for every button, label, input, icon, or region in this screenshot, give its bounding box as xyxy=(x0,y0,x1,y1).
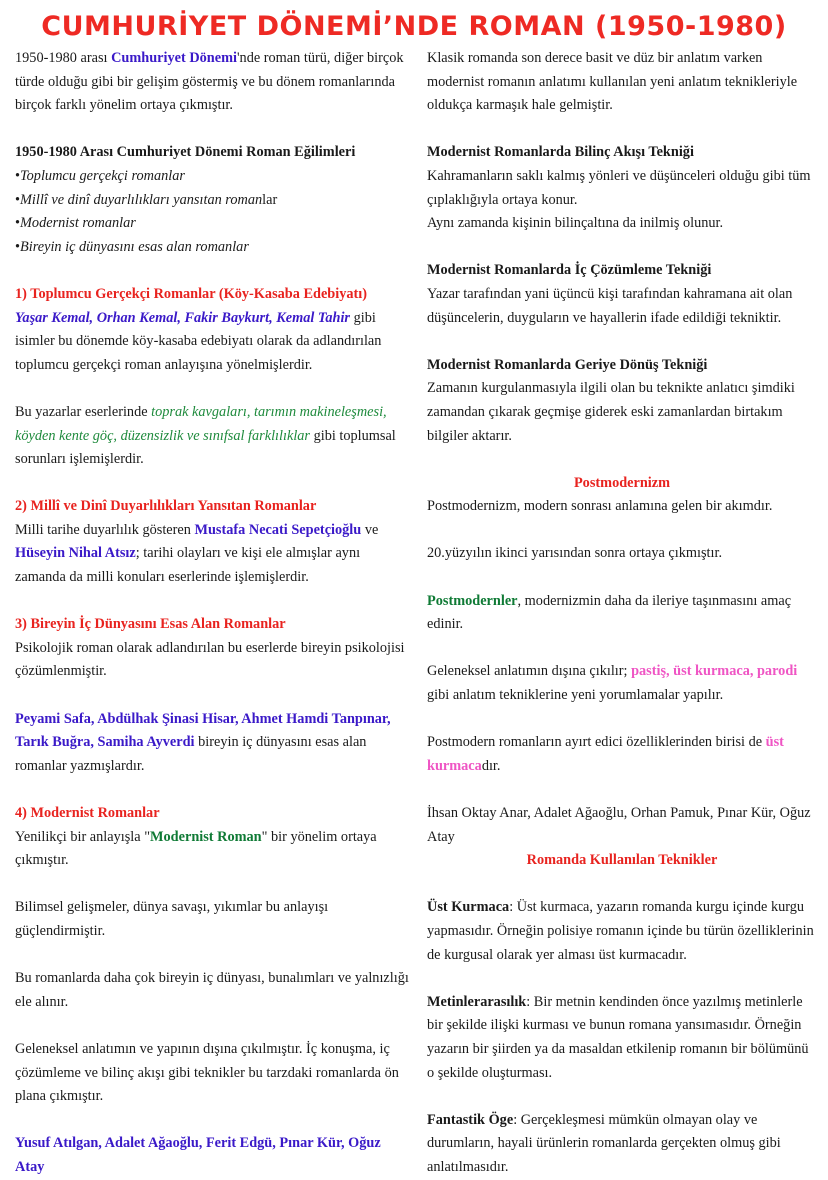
bilinc-heading: Modernist Romanlarda Bilinç Akışı Tekniği xyxy=(427,144,694,161)
fantastik-paragraph xyxy=(427,1109,817,1180)
section1-paragraph2 xyxy=(15,401,411,472)
postmodern-authors: İhsan Oktay Anar, Adalet Ağaoğlu, Orhan Pamuk, Pınar Kür, Oğuz Atay xyxy=(427,805,811,845)
trend-text: Modernist romanlar xyxy=(20,215,136,232)
metinlerarasilik-text: : Bir metnin kendinden önce yazılmış metinlerle bir şekilde ilişki kurması ve bunun romana yansımasıdır. Örneğin yazarın bir şiirden ya da masaldan etkilenip romanın bir bölümünü o şekilde oluşturması. xyxy=(427,993,809,1081)
intro-text: 1950-1980 arası xyxy=(15,50,112,66)
bullet: • xyxy=(15,215,21,232)
intro-highlight: Cumhuriyet Dönemi xyxy=(111,50,237,66)
section2-text-a: Milli tarihe duyarlılık gösteren xyxy=(15,521,195,538)
section4-paragraph3: Bu romanlarda daha çok bireyin iç dünyası, bunalımları ve yalnızlığı ele alınır. xyxy=(15,970,409,1010)
postmodern-p3-text: , modernizmin daha da ileriye taşınmasını amaç edinir. xyxy=(427,592,792,633)
section4-heading: 4) Modernist Romanlar xyxy=(15,805,160,821)
fantastik-text: : Gerçekleşmesi mümkün olmayan olay ve durumların, hayali ürünlerin romanlarda gerçekten olmuş gibi anlatılmasıdır. xyxy=(427,1111,781,1175)
section3-paragraph: Psikolojik roman olarak adlandırılan bu eserlerde bireyin psikolojisi çözümlenmiştir. xyxy=(15,639,405,680)
trend-tail: lar xyxy=(262,191,278,208)
section1-text2a: Bu yazarlar eserlerinde xyxy=(15,403,152,420)
right-column xyxy=(427,47,817,1180)
postmodern-p5-a: Postmodern romanların ayırt edici özelliklerinden birisi de xyxy=(427,734,766,751)
ic-text: Yazar tarafından yani üçüncü kişi tarafından kahramana ait olan düşüncelerin, duyguların ve hayallerin ifade edildiği tekniktir. xyxy=(427,285,793,326)
section2-text-e: ; tarihi olayları ve kişi ele almışlar aynı zamanda da milli konuları eserlerinde işlemişlerdir. xyxy=(15,545,361,586)
section2-paragraph xyxy=(15,519,411,590)
trend-text: Millî ve dinî duyarlılıkları yansıtan roman xyxy=(20,191,263,208)
ust-kurmaca-term: Üst Kurmaca xyxy=(427,899,510,916)
postmodern-p2: 20.yüzyılın ikinci yarısından sonra ortaya çıkmıştır. xyxy=(427,545,723,562)
trend-item xyxy=(15,189,411,213)
metinlerarasilik-paragraph xyxy=(427,991,817,1085)
trend-text: Bireyin iç dünyasını esas alan romanlar xyxy=(20,238,249,255)
postmodern-p5-c: dır. xyxy=(481,757,501,774)
page-title: CUMHURİYET DÖNEMİ’NDE ROMAN (1950-1980) xyxy=(41,11,787,42)
left-column xyxy=(15,47,411,1180)
postmodern-p5 xyxy=(427,731,817,778)
section2-heading: 2) Millî ve Dinî Duyarlılıkları Yansıtan Romanlar xyxy=(15,498,317,515)
postmodern-p1: Postmodernizm, modern sonrası anlamına gelen bir akımdır. xyxy=(427,498,773,515)
section4-paragraph4: Geleneksel anlatımın ve yapının dışına çıkılmıştır. İç konuşma, iç çözümleme ve bilinç akışı gibi teknikler bu tarzdaki romanlarda ön plana çıkmıştır. xyxy=(15,1040,399,1105)
techniques-heading: Romanda Kullanılan Teknikler xyxy=(526,852,718,869)
postmodern-p4 xyxy=(427,660,817,707)
postmodern-ust-kurmaca: üst kurmaca xyxy=(427,734,784,774)
section1-authors: Yaşar Kemal, Orhan Kemal, Fakir Baykurt, Kemal Tahir xyxy=(15,309,350,326)
section2-author2: Hüseyin Nihal Atsız xyxy=(15,545,136,562)
postmodern-heading: Postmodernizm xyxy=(573,474,671,491)
section1-paragraph xyxy=(15,307,411,378)
trend-text: Toplumcu gerçekçi romanlar xyxy=(20,167,185,184)
section4-text-c: " bir yönelim ortaya çıkmıştır. xyxy=(15,828,377,869)
bilinc-text2: Aynı zamanda kişinin bilinçaltına da inilmiş olunur. xyxy=(427,215,724,232)
section1-text: gibi isimler bu dönemde köy-kasaba edebiyatı olarak da adlandırılan toplumcu gerçekçi roman anlayışına yönelmişlerdir. xyxy=(15,309,382,373)
section1-heading: 1) Toplumcu Gerçekçi Romanlar (Köy-Kasaba Edebiyatı) xyxy=(15,285,368,302)
section1-text2c: gibi toplumsal sorunları işlemişlerdir. xyxy=(15,427,396,468)
trend-item xyxy=(15,165,411,189)
fantastik-term: Fantastik Öge xyxy=(427,1111,514,1128)
section4-authors: Yusuf Atılgan, Adalet Ağaoğlu, Ferit Edgü, Pınar Kür, Oğuz Atay xyxy=(15,1135,381,1175)
ust-kurmaca-paragraph xyxy=(427,896,817,967)
section3-heading: 3) Bireyin İç Dünyasını Esas Alan Romanlar xyxy=(15,616,286,633)
postmodern-highlight: Postmodernler xyxy=(427,592,518,609)
trend-item xyxy=(15,236,411,260)
intro-text-rest: 'nde roman türü, diğer birçok türde olduğu gibi bir gelişim göstermiş ve bu dönem romanlarında birçok farklı yönelim ortaya çıkmıştır. xyxy=(15,50,404,114)
section4-paragraph2: Bilimsel gelişmeler, dünya savaşı, yıkımlar bu anlayışı güçlendirmiştir. xyxy=(15,899,329,939)
section3-authors-paragraph xyxy=(15,708,411,779)
postmodern-p4-a: Geleneksel anlatımın dışına çıkılır; xyxy=(427,663,632,680)
bullet: • xyxy=(15,191,21,208)
bullet: • xyxy=(15,167,21,184)
right-intro: Klasik romanda son derece basit ve düz bir anlatım varken modernist romanın anlatımı kullanılan yeni anlatım teknikleriyle oldukça karmaşık hale gelmiştir. xyxy=(427,50,798,114)
bullet: • xyxy=(15,238,21,255)
trends-heading: 1950-1980 Arası Cumhuriyet Dönemi Roman Eğilimleri xyxy=(15,144,356,161)
section3-tail: bireyin iç dünyasını esas alan romanlar yazmışlardır. xyxy=(15,734,367,774)
postmodern-p3 xyxy=(427,590,817,637)
intro-paragraph xyxy=(15,47,411,118)
postmodern-techniques: pastiş, üst kurmaca, parodi xyxy=(631,663,798,680)
postmodern-p4-c: gibi anlatım tekniklerine yeni yorumlamalar yapılır. xyxy=(427,687,724,704)
ic-heading: Modernist Romanlarda İç Çözümleme Tekniği xyxy=(427,262,712,279)
section2-text-c: ve xyxy=(361,521,379,538)
section4-text-a: Yenilikçi bir anlayışla " xyxy=(15,828,151,845)
section4-paragraph xyxy=(15,826,411,873)
section4-highlight: Modernist Roman xyxy=(150,828,262,845)
ust-kurmaca-text: : Üst kurmaca, yazarın romanda kurgu içinde kurgu yapmasıdır. Örneğin polisiye romanın içinde bu türün özelliklerinin de kurgusal olarak yer alması üst kurmacadır. xyxy=(427,899,814,963)
geri-text: Zamanın kurgulanmasıyla ilgili olan bu teknikte anlatıcı şimdiki zamandan çıkarak geçmişe giderek eski zamanlardan birtakım bilgiler aktarır. xyxy=(427,380,795,444)
metinlerarasilik-term: Metinlerarasılık xyxy=(427,993,527,1010)
section3-authors: Peyami Safa, Abdülhak Şinasi Hisar, Ahmet Hamdi Tanpınar, Tarık Buğra, Samiha Ayverdi xyxy=(15,710,391,751)
section2-author1: Mustafa Necati Sepetçioğlu xyxy=(194,521,362,538)
trend-item xyxy=(15,212,411,236)
bilinc-text1: Kahramanların saklı kalmış yönleri ve düşünceleri olduğu gibi tüm çıplaklığıyla ortaya konur. xyxy=(427,167,811,208)
section1-topics: toprak kavgaları, tarımın makineleşmesi, köyden kente göç, düzensizlik ve sınıfsal farklılıklar xyxy=(15,403,387,444)
geri-heading: Modernist Romanlarda Geriye Dönüş Tekniği xyxy=(427,356,708,373)
